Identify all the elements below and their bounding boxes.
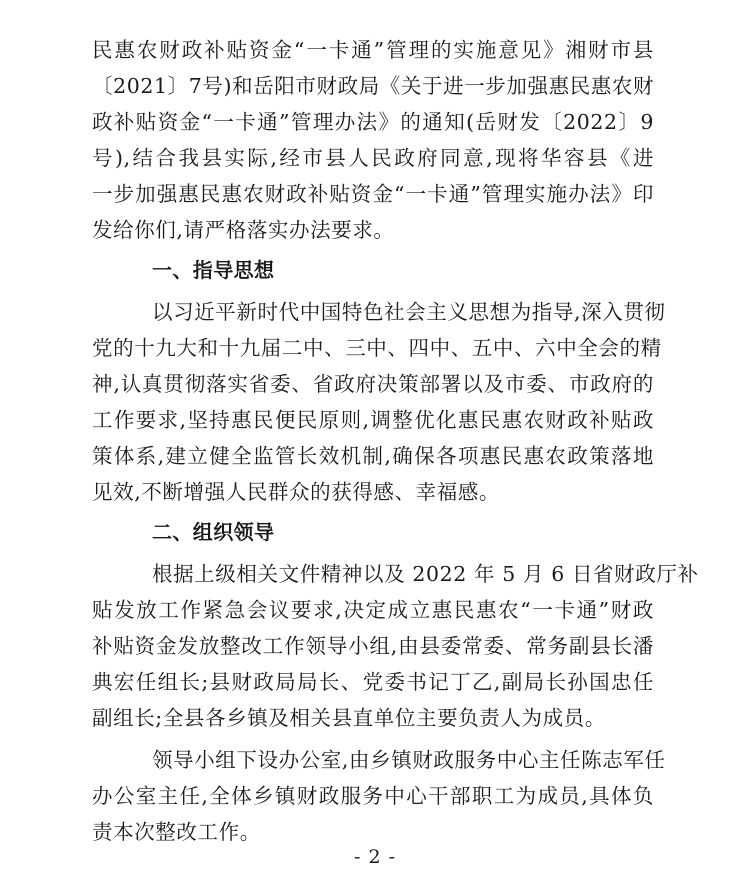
text-line: 贴发放工作紧急会议要求,决定成立惠民惠农“一卡通”财政 bbox=[92, 598, 654, 622]
page-number: - 2 - bbox=[353, 846, 396, 868]
section2-paragraph-1 bbox=[92, 556, 699, 736]
text-line: 责本次整改工作。 bbox=[92, 820, 261, 844]
text-line: 神,认真贯彻落实省委、省政府决策部署以及市委、市政府的 bbox=[92, 372, 654, 396]
intro-paragraph bbox=[92, 32, 654, 248]
text-line: 以习近平新时代中国特色社会主义思想为指导,深入贯彻 bbox=[152, 300, 666, 324]
text-line: 补贴资金发放整改工作领导小组,由县委常委、常务副县长潘 bbox=[92, 634, 654, 658]
text-line: 一步加强惠民惠农财政补贴资金“一卡通”管理实施办法》印 bbox=[92, 182, 654, 206]
text-line: 典宏任组长;县财政局局长、党委书记丁乙,副局长孙国忠任 bbox=[92, 670, 654, 694]
text-line: 见效,不断增强人民群众的获得感、幸福感。 bbox=[92, 480, 501, 504]
text-line: 政补贴资金“一卡通”管理办法》的通知(岳财发〔2022〕9 bbox=[92, 110, 654, 134]
text-line: 副组长;全县各乡镇及相关县直单位主要负责人为成员。 bbox=[92, 706, 606, 730]
document-body bbox=[92, 32, 699, 850]
section-heading-organization-leadership: 二、组织领导 bbox=[152, 520, 275, 544]
text-line: 民惠农财政补贴资金“一卡通”管理的实施意见》湘财市县 bbox=[92, 38, 654, 62]
section1-paragraph bbox=[92, 294, 666, 510]
text-line: 领导小组下设办公室,由乡镇财政服务中心主任陈志军任 bbox=[152, 748, 666, 772]
section2-paragraph-2 bbox=[92, 742, 666, 850]
text-line: 根据上级相关文件精神以及 2022 年 5 月 6 日省财政厅补 bbox=[152, 562, 699, 586]
section-heading-guiding-ideology: 一、指导思想 bbox=[152, 258, 275, 282]
text-line: 〔2021〕7号)和岳阳市财政局《关于进一步加强惠民惠农财 bbox=[92, 74, 655, 98]
text-line: 号),结合我县实际,经市县人民政府同意,现将华容县《进 bbox=[92, 146, 654, 170]
text-line: 策体系,建立健全监管长效机制,确保各项惠民惠农政策落地 bbox=[92, 444, 654, 468]
text-line: 发给你们,请严格落实办法要求。 bbox=[92, 218, 395, 242]
text-line: 办公室主任,全体乡镇财政服务中心干部职工为成员,具体负 bbox=[92, 784, 654, 808]
text-line: 工作要求,坚持惠民便民原则,调整优化惠民惠农财政补贴政 bbox=[92, 408, 654, 432]
text-line: 党的十九大和十九届二中、三中、四中、五中、六中全会的精 bbox=[92, 336, 662, 360]
